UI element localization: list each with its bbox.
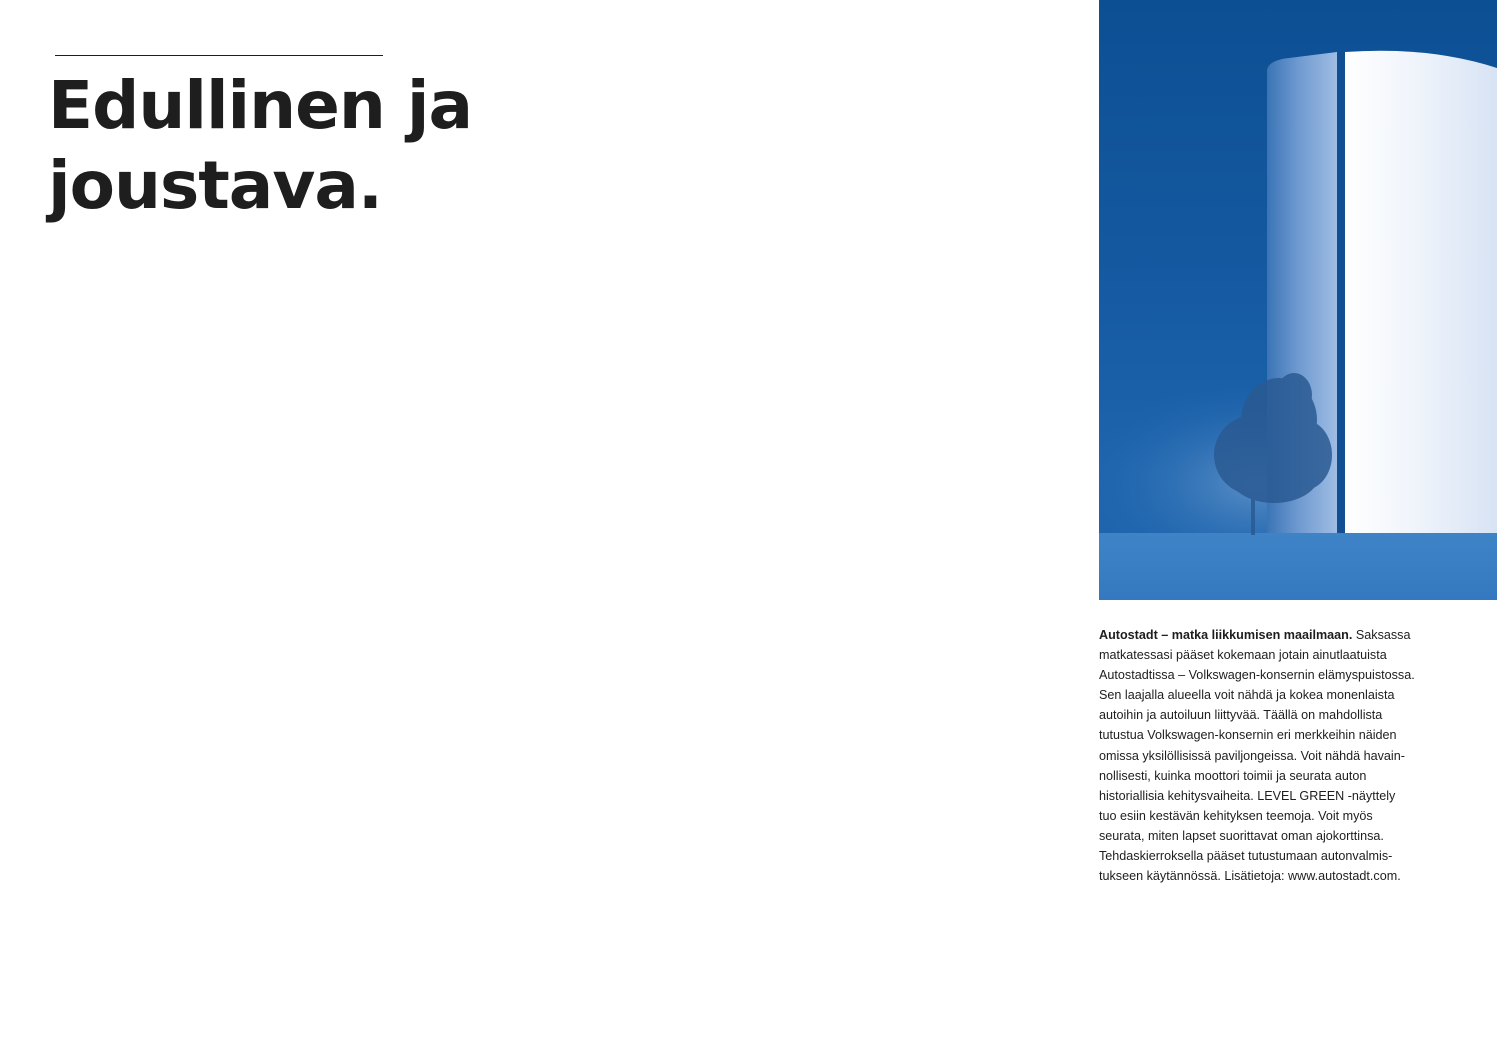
- photo-caption: [1099, 625, 1434, 886]
- caption-line: tukseen käytännössä. Lisätietoja: www.autostadt.com.: [1099, 869, 1401, 884]
- headline-line-2: joustava.: [48, 147, 382, 224]
- caption-line: Autostadtissa – Volkswagen-konsernin elämyspuistossa.: [1099, 668, 1415, 683]
- caption-line: Tehdaskierroksella pääset tutustumaan autonvalmis-: [1099, 849, 1393, 864]
- caption-line: historiallisia kehitysvaiheita. LEVEL GREEN -näyttely: [1099, 788, 1396, 803]
- caption-line: seurata, miten lapset suorittavat oman ajokorttinsa.: [1099, 828, 1384, 843]
- headline-line-1: Edullinen ja: [48, 67, 473, 144]
- caption-line: omissa yksilöllisissä paviljongeissa. Voit nähdä havain-: [1099, 748, 1405, 763]
- caption-line: tuo esiin kestävän kehityksen teemoja. Voit myös: [1099, 808, 1373, 823]
- caption-line: nollisesti, kuinka moottori toimii ja seurata auton: [1099, 768, 1367, 783]
- caption-lead: Autostadt – matka liikkumisen maailmaan.: [1099, 628, 1353, 642]
- caption-line: matkatessasi pääset kokemaan jotain ainutlaatuista: [1099, 648, 1387, 663]
- caption-line: tutustua Volkswagen-konsernin eri merkkeihin näiden: [1099, 728, 1397, 743]
- page-headline: [48, 66, 472, 226]
- autostadt-photo: [1099, 0, 1497, 600]
- caption-line: Sen laajalla alueella voit nähdä ja kokea monenlaista: [1099, 688, 1395, 703]
- caption-line: Saksassa: [1352, 628, 1411, 642]
- caption-line: autoihin ja autoiluun liittyvää. Täällä on mahdollista: [1099, 708, 1383, 723]
- headline-rule: [55, 55, 383, 56]
